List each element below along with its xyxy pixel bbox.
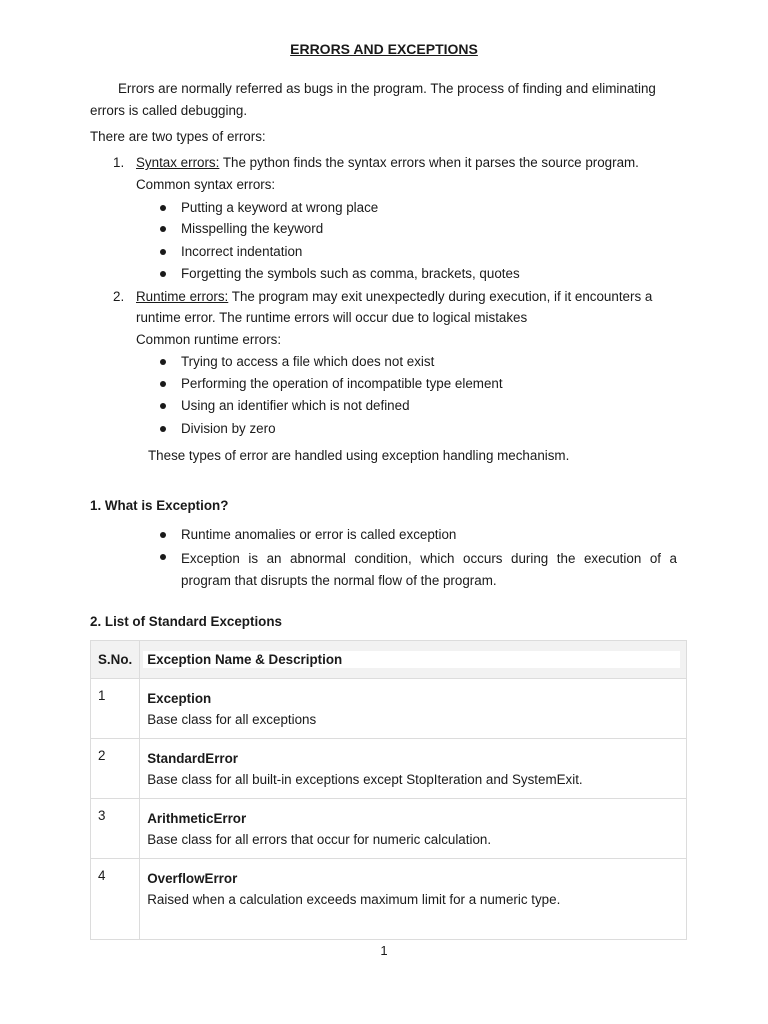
document-title: ERRORS AND EXCEPTIONS [290, 41, 478, 57]
table-header-row [91, 641, 687, 679]
types-intro: There are two types of errors: [90, 129, 266, 144]
cell-description [140, 679, 687, 739]
cell-description [140, 739, 687, 799]
intro-line-2: errors is called debugging. [90, 103, 248, 118]
column-header-label: Exception Name & Description [143, 651, 680, 668]
runtime-errors-term: Runtime errors: [136, 289, 229, 304]
exception-name: ArithmeticError [147, 811, 247, 826]
cell-sno: 3 [91, 799, 140, 859]
table-row [91, 859, 687, 940]
list-item: Putting a keyword at wrong place [181, 200, 379, 215]
cell-sno: 2 [91, 739, 140, 799]
syntax-errors-item [136, 154, 639, 172]
table-row [91, 739, 687, 799]
syntax-errors-term: Syntax errors: [136, 155, 220, 170]
table-row [91, 799, 687, 859]
section-heading-what-is-exception: 1. What is Exception? [90, 498, 229, 513]
table-row [91, 679, 687, 739]
list-item: Forgetting the symbols such as comma, brackets, quotes [181, 266, 520, 281]
list-item: Using an identifier which is not defined [181, 398, 410, 413]
syntax-errors-description: The python finds the syntax errors when it parses the source program. [219, 155, 639, 170]
list-item: Division by zero [181, 421, 276, 436]
column-header-name-description [140, 641, 687, 679]
cell-sno: 4 [91, 859, 140, 940]
list-item: Runtime anomalies or error is called exception [181, 527, 457, 542]
exception-description: Base class for all errors that occur for numeric calculation. [147, 832, 492, 847]
runtime-errors-description-2: runtime error. The runtime errors will occur due to logical mistakes [136, 310, 528, 325]
handled-note: These types of error are handled using exception handling mechanism. [148, 448, 570, 463]
common-runtime-label: Common runtime errors: [136, 332, 282, 347]
list-item: Incorrect indentation [181, 244, 303, 259]
cell-sno: 1 [91, 679, 140, 739]
runtime-errors-item [136, 288, 652, 306]
exception-description: Base class for all built-in exceptions except StopIteration and SystemExit. [147, 772, 583, 787]
page-number: 1 [380, 943, 388, 958]
list-item: Trying to access a file which does not exist [181, 354, 435, 369]
list-item: Misspelling the keyword [181, 221, 324, 236]
intro-line-1: Errors are normally referred as bugs in the program. The process of finding and eliminating [118, 81, 656, 96]
cell-description [140, 859, 687, 940]
list-item: Performing the operation of incompatible type element [181, 376, 503, 391]
list-item: Exception is an abnormal condition, which occurs during the execution of a program that disrupts the normal flow of the program. [181, 548, 677, 591]
section-heading-standard-exceptions: 2. List of Standard Exceptions [90, 614, 282, 629]
list-number-2: 2. [113, 289, 125, 304]
column-header-sno: S.No. [91, 641, 140, 679]
list-number-1: 1. [113, 155, 125, 170]
exception-description: Base class for all exceptions [147, 712, 317, 727]
exception-name: StandardError [147, 751, 239, 766]
exception-name: OverflowError [147, 871, 238, 886]
cell-description [140, 799, 687, 859]
exception-name: Exception [147, 691, 212, 706]
common-syntax-label: Common syntax errors: [136, 177, 276, 192]
exception-description: Raised when a calculation exceeds maximum limit for a numeric type. [147, 892, 561, 907]
runtime-errors-description: The program may exit unexpectedly during execution, if it encounters a [228, 289, 653, 304]
exceptions-table [90, 640, 687, 940]
